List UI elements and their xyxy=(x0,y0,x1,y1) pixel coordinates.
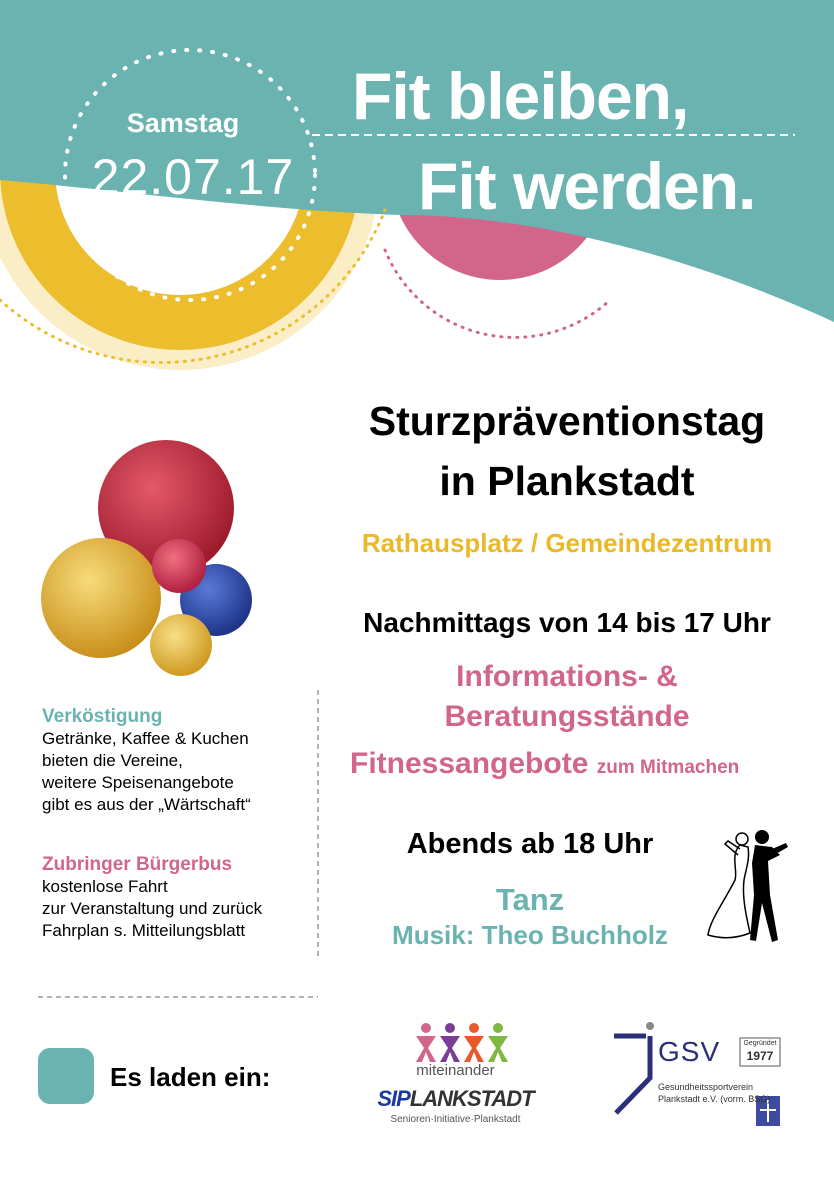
info-line-1: Informations- & xyxy=(456,660,678,693)
headline-line-2: Fit werden. xyxy=(418,149,756,223)
dance-label: Tanz xyxy=(495,882,565,917)
headline-line-1: Fit bleiben, xyxy=(352,59,689,133)
title-line-2: in Plankstadt xyxy=(439,458,695,504)
location-label: Rathausplatz / Gemeindezentrum xyxy=(361,528,773,558)
info-line-2: Beratungsstände xyxy=(444,700,690,733)
gsv-founded-label: Gegründet xyxy=(743,1040,777,1047)
gsv-founded-year: 1977 xyxy=(746,1049,774,1063)
evening-time: Abends ab 18 Uhr xyxy=(406,828,654,860)
gsv-line-1: Gesundheitssportverein xyxy=(658,1082,754,1092)
fitness-suffix: zum Mitmachen xyxy=(596,757,740,778)
fitness-offer xyxy=(350,747,739,781)
title-line-1: Sturzpräventionstag xyxy=(368,398,766,444)
miteinander-label: miteinander xyxy=(416,1062,495,1079)
sip-plankstadt-logo xyxy=(368,1018,543,1133)
day-label: Samstag xyxy=(126,108,240,138)
sip-label: SIP xyxy=(377,1086,410,1111)
miteinander-figures-icon xyxy=(368,1018,543,1068)
bus-title: Zubringer Bürgerbus xyxy=(42,854,233,875)
bus-line: kostenlose Fahrt xyxy=(42,877,168,896)
catering-section xyxy=(42,706,317,816)
catering-line: Getränke, Kaffee & Kuchen xyxy=(42,729,249,748)
catering-line: weitere Speisenangebote xyxy=(42,773,234,792)
gsv-logo xyxy=(606,1018,792,1133)
bus-line: Fahrplan s. Mitteilungsblatt xyxy=(42,921,246,940)
afternoon-time: Nachmittags von 14 bis 17 Uhr xyxy=(363,607,771,638)
dancing-couple-icon xyxy=(700,825,790,950)
bus-section xyxy=(42,854,317,942)
gsv-line-2: Plankstadt e.V. (vorm. BSG) xyxy=(658,1094,771,1104)
plankstadt-label: LANKSTADT xyxy=(409,1086,534,1111)
catering-title: Verköstigung xyxy=(42,706,163,727)
teal-square-icon xyxy=(38,1048,94,1104)
sip-subtitle: Senioren·Initiative·Plankstadt xyxy=(390,1114,521,1125)
fitness-balls-image xyxy=(36,440,261,680)
invite-label: Es laden ein: xyxy=(110,1062,271,1092)
gsv-name: GSV xyxy=(658,1036,721,1067)
music-label: Musik: Theo Buchholz xyxy=(392,920,668,950)
fitness-label: Fitnessangebote xyxy=(350,747,589,780)
bus-line: zur Veranstaltung und zurück xyxy=(42,899,263,918)
siplankstadt-label xyxy=(368,1086,543,1112)
date-label: 22.07.17 xyxy=(91,149,295,205)
catering-line: bieten die Vereine, xyxy=(42,751,183,770)
catering-line: gibt es aus der „Wärtschaft“ xyxy=(42,795,251,814)
